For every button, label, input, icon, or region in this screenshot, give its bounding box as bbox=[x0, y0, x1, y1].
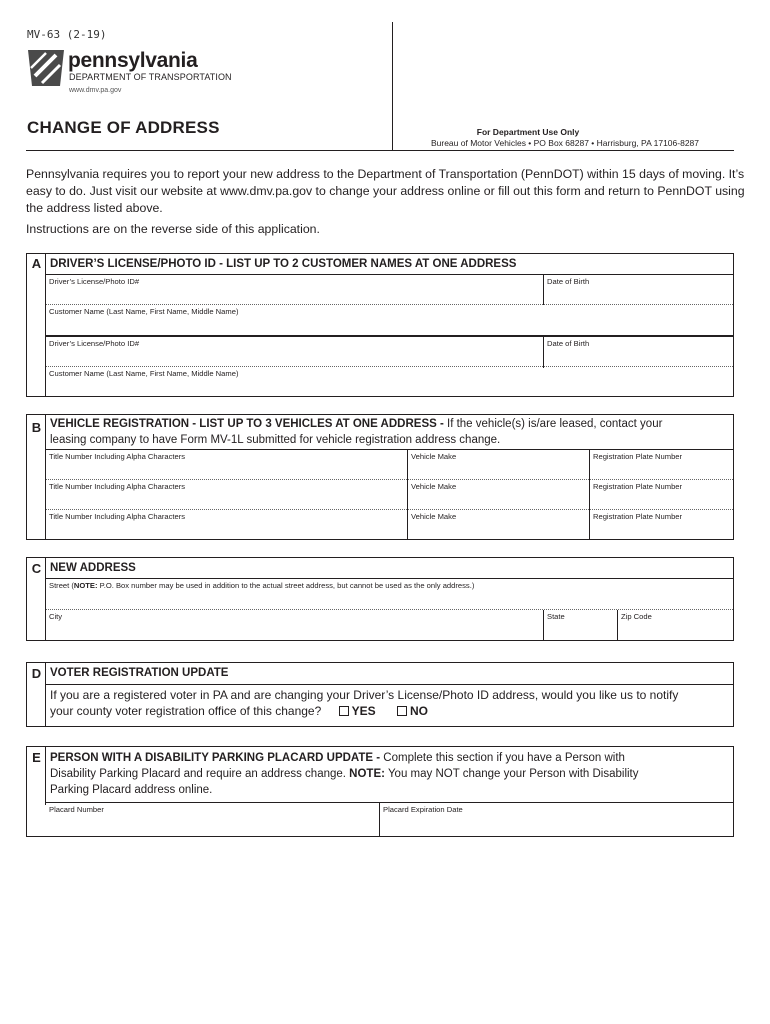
title-number-field[interactable] bbox=[46, 510, 407, 540]
field-label: Vehicle Make bbox=[411, 482, 457, 491]
placard-row bbox=[46, 802, 733, 837]
section-heading: DRIVER’S LICENSE/PHOTO ID - LIST UP TO 2 CUSTOMER NAMES AT ONE ADDRESS bbox=[50, 258, 517, 270]
section-heading: NEW ADDRESS bbox=[50, 562, 136, 574]
section-heading-bold: PERSON WITH A DISABILITY PARKING PLACARD UPDATE - bbox=[50, 752, 381, 764]
city-row bbox=[46, 609, 733, 641]
bureau-address: Bureau of Motor Vehicles • PO Box 68287 • Harrisburg, PA 17106-8287 bbox=[430, 138, 700, 148]
field-label: Date of Birth bbox=[547, 339, 590, 348]
placard-expiration-field[interactable] bbox=[379, 803, 733, 837]
vehicle-row-3 bbox=[46, 509, 733, 540]
license-number-field[interactable] bbox=[46, 337, 543, 368]
penndot-keystone-logo-icon bbox=[26, 50, 66, 86]
section-heading: VOTER REGISTRATION UPDATE bbox=[50, 667, 229, 679]
field-label bbox=[49, 581, 474, 590]
instructions-note: Instructions are on the reverse side of this application. bbox=[26, 222, 320, 236]
voter-question-line1: If you are a registered voter in PA and are changing your Driver’s License/Photo ID address, would you like us to notify bbox=[50, 688, 679, 702]
registration-plate-field[interactable] bbox=[589, 450, 733, 480]
license-row-2 bbox=[46, 335, 733, 368]
no-checkbox[interactable] bbox=[397, 706, 407, 716]
customer-name-row-1 bbox=[46, 304, 733, 336]
vehicle-row-1 bbox=[46, 449, 733, 480]
field-label: Date of Birth bbox=[547, 277, 590, 286]
field-label: Title Number Including Alpha Characters bbox=[49, 482, 186, 491]
section-letter-divider bbox=[45, 663, 46, 726]
voter-question-line2 bbox=[50, 703, 428, 719]
customer-name-row-2 bbox=[46, 366, 733, 397]
field-label: Registration Plate Number bbox=[593, 482, 683, 491]
section-letter: E bbox=[32, 750, 41, 765]
field-label: Registration Plate Number bbox=[593, 452, 683, 461]
vehicle-row-2 bbox=[46, 479, 733, 510]
section-letter: A bbox=[31, 256, 42, 271]
section-heading-bold: VEHICLE REGISTRATION - LIST UP TO 3 VEHICLES AT ONE ADDRESS - bbox=[50, 418, 444, 430]
field-label: City bbox=[49, 612, 63, 621]
field-label: Placard Expiration Date bbox=[383, 805, 463, 814]
vehicle-make-field[interactable] bbox=[407, 510, 590, 540]
section-heading bbox=[50, 417, 662, 432]
placard-line2-rest: You may NOT change your Person with Disability bbox=[384, 768, 639, 780]
title-number-field[interactable] bbox=[46, 450, 407, 480]
section-heading-rest: Complete this section if you have a Person with bbox=[380, 752, 625, 764]
logo-wordmark: pennsylvania bbox=[68, 49, 198, 72]
registration-plate-field[interactable] bbox=[589, 480, 733, 510]
street-row bbox=[46, 578, 733, 610]
street-field[interactable] bbox=[46, 579, 733, 610]
field-label: Customer Name (Last Name, First Name, Middle Name) bbox=[49, 307, 239, 316]
section-letter: D bbox=[31, 666, 42, 681]
section-heading-note: If the vehicle(s) is/are leased, contact your bbox=[443, 418, 663, 430]
voter-question-text: your county voter registration office of this change? bbox=[50, 704, 322, 718]
yes-checkbox[interactable] bbox=[339, 706, 349, 716]
section-heading bbox=[50, 751, 625, 766]
placard-line2-note: NOTE: bbox=[349, 768, 385, 780]
section-a bbox=[26, 253, 734, 397]
placard-line2-prefix: Disability Parking Placard and require an address change. bbox=[50, 768, 350, 780]
placard-line2 bbox=[50, 766, 639, 782]
placard-line3: Parking Placard address online. bbox=[50, 784, 213, 796]
license-row-1 bbox=[46, 274, 733, 305]
intro-text: Pennsylvania requires you to report your new address to the Department of Transportation (PennDOT) within 15 days of moving. It’s easy to do. Just visit our website at www.dmv.pa.gov to change your address online or fill out this form and return to PennDOT using the address listed above. bbox=[26, 167, 745, 215]
street-label-note: NOTE: bbox=[73, 581, 98, 590]
customer-name-field[interactable] bbox=[46, 305, 733, 336]
city-field[interactable] bbox=[46, 610, 543, 641]
section-letter-divider bbox=[45, 747, 46, 805]
field-label: Title Number Including Alpha Characters bbox=[49, 512, 186, 521]
department-use-label: For Department Use Only bbox=[476, 127, 580, 137]
yes-label: YES bbox=[351, 704, 376, 718]
vehicle-make-field[interactable] bbox=[407, 450, 590, 480]
no-label: NO bbox=[409, 704, 428, 718]
field-label: Vehicle Make bbox=[411, 512, 457, 521]
logo-url: www.dmv.pa.gov bbox=[69, 87, 122, 94]
field-label: Title Number Including Alpha Characters bbox=[49, 452, 186, 461]
street-label-rest: P.O. Box number may be used in addition to the actual street address, but cannot be used as the only address.) bbox=[97, 581, 475, 590]
section-d bbox=[26, 662, 734, 727]
page-title: CHANGE OF ADDRESS bbox=[27, 118, 220, 137]
field-label: Zip Code bbox=[621, 612, 652, 621]
zip-code-field[interactable] bbox=[617, 610, 733, 641]
section-b bbox=[26, 414, 734, 540]
section-letter: C bbox=[31, 561, 42, 576]
placard-number-field[interactable] bbox=[46, 803, 379, 837]
section-heading-line2: leasing company to have Form MV-1L submitted for vehicle registration address change. bbox=[50, 434, 501, 446]
logo-department: DEPARTMENT OF TRANSPORTATION bbox=[69, 72, 232, 82]
state-field[interactable] bbox=[543, 610, 618, 641]
field-label: Vehicle Make bbox=[411, 452, 457, 461]
license-number-field[interactable] bbox=[46, 275, 543, 305]
registration-plate-field[interactable] bbox=[589, 510, 733, 540]
field-label: Driver’s License/Photo ID# bbox=[49, 277, 140, 286]
field-label: Placard Number bbox=[49, 805, 104, 814]
field-label: Customer Name (Last Name, First Name, Middle Name) bbox=[49, 369, 239, 378]
section-d-rule bbox=[46, 684, 733, 685]
date-of-birth-field[interactable] bbox=[543, 337, 733, 368]
section-e bbox=[26, 746, 734, 837]
street-label-prefix: Street ( bbox=[49, 581, 74, 590]
date-of-birth-field[interactable] bbox=[543, 275, 733, 305]
section-c bbox=[26, 557, 734, 641]
header-rule bbox=[26, 150, 734, 151]
vehicle-make-field[interactable] bbox=[407, 480, 590, 510]
form-code: MV-63 (2-19) bbox=[27, 28, 107, 41]
field-label: State bbox=[547, 612, 565, 621]
section-letter: B bbox=[31, 420, 42, 435]
field-label: Registration Plate Number bbox=[593, 512, 683, 521]
customer-name-field[interactable] bbox=[46, 367, 733, 397]
field-label: Driver’s License/Photo ID# bbox=[49, 339, 140, 348]
title-number-field[interactable] bbox=[46, 480, 407, 510]
